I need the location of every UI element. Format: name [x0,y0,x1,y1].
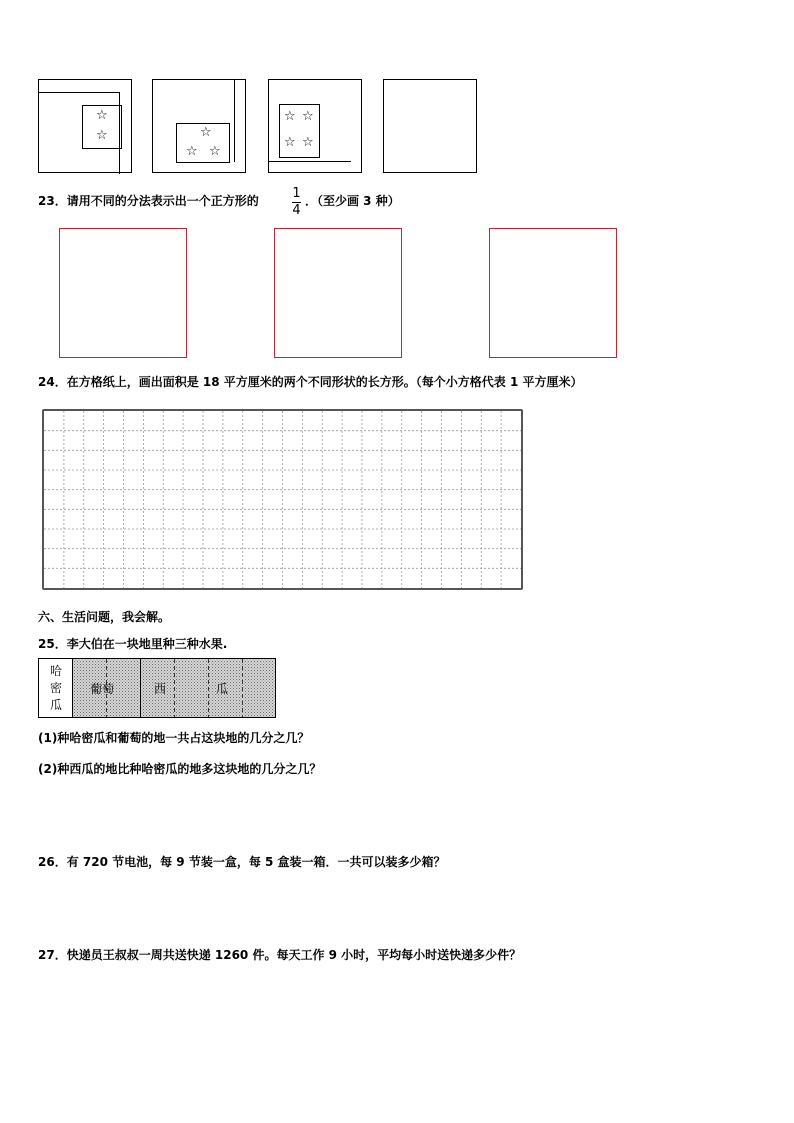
fraction-one-quarter [292,187,301,218]
question-text-tail: ．（至少画 3 种） [305,194,400,208]
question-23-tail [305,193,400,209]
figure-2-shaded-rect [176,123,230,163]
star-icon: ☆ [302,135,314,150]
grape-label: 葡萄 [90,682,115,696]
question-23 [38,193,259,209]
drawing-square-1[interactable] [59,228,187,358]
hami-char: 哈 [49,664,62,678]
figure-1-shaded-rect [82,105,122,149]
drawing-square-3[interactable] [489,228,617,358]
sub-question-text: (1)种哈密瓜和葡萄的地一共占这块地的几分之几？ [38,731,310,745]
question-25-sub-1 [38,730,309,746]
question-number: 24． [38,375,67,389]
figure-2 [152,79,246,173]
question-25 [38,636,227,652]
hami-char: 密 [49,681,62,695]
star-icon: ☆ [302,109,314,124]
section-6-title [38,609,170,625]
section-title-text: 六、生活问题，我会解。 [38,610,171,624]
fraction-denominator: 4 [292,203,301,218]
star-icon: ☆ [284,135,296,150]
figure-1 [38,79,132,173]
question-25-sub-2 [38,761,321,777]
drawing-square-2[interactable] [274,228,402,358]
watermelon-label-1: 西 [154,682,167,696]
star-icon: ☆ [96,108,108,123]
fraction-numerator: 1 [292,186,301,201]
question-text: 请用不同的分法表示出一个正方形的 [66,194,259,208]
star-icon: ☆ [284,109,296,124]
question-number: 26． [38,855,67,869]
figure-3-shaded-rect [279,104,320,158]
sub-question-text: (2)种西瓜的地比种哈密瓜的地多这块地的几分之几？ [38,762,322,776]
hami-char: 瓜 [49,698,62,712]
question-text: 快递员王叔叔一周共送快递 1260 件。每天工作 9 小时，平均每小时送快递多少件？ [66,948,522,962]
question-number: 27． [38,948,67,962]
star-icon: ☆ [209,144,221,159]
star-icon: ☆ [200,125,212,140]
star-icon: ☆ [96,128,108,143]
question-27 [38,947,521,963]
question-number: 23． [38,194,67,208]
question-text: 有 720 节电池，每 9 节装一盒，每 5 盒装一箱．一共可以装多少箱？ [66,855,446,869]
question-number: 25． [38,637,67,651]
grid-paper[interactable] [42,409,523,590]
question-text: 李大伯在一块地里种三种水果. [66,637,228,651]
question-26 [38,854,446,870]
figure-3 [268,79,362,173]
question-24 [38,374,582,390]
grid-lines [44,411,521,588]
star-icon: ☆ [186,144,198,159]
hami-label [48,663,64,714]
question-text: 在方格纸上，画出面积是 18 平方厘米的两个不同形状的长方形。（每个小方格代表 1 平方厘米） [66,375,583,389]
watermelon-label-2: 瓜 [216,682,229,696]
fruit-field-diagram [38,658,276,718]
figure-4-blank[interactable] [383,79,477,173]
